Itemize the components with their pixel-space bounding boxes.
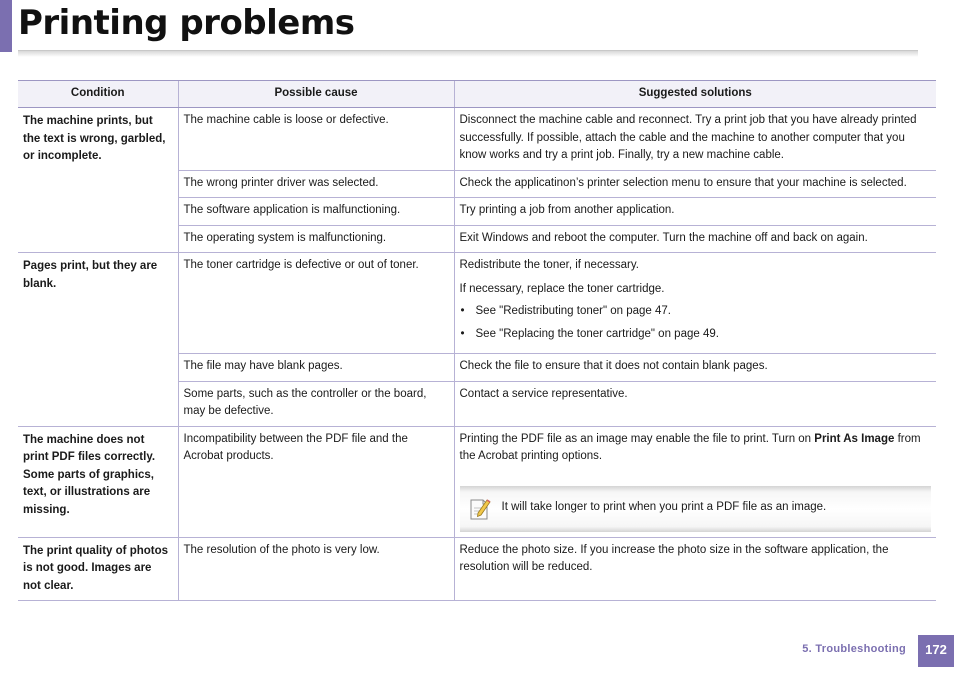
table-header-row [18, 81, 936, 108]
solution-text [460, 431, 932, 466]
solution-line: If necessary, replace the toner cartridge. [459, 282, 665, 295]
troubleshooting-table [18, 80, 936, 601]
cause-cell: Some parts, such as the controller or the board, may be defective. [178, 381, 454, 426]
solution-text-end: from the Acrobat printing options. [459, 432, 921, 462]
column-header-solutions: Suggested solutions [454, 81, 936, 108]
title-rule [18, 50, 918, 57]
solution-cell: Check the applicatinon’s printer selection menu to ensure that your machine is selected. [454, 170, 936, 198]
solution-cell: Disconnect the machine cable and reconnect. Try a print job that you have already printed successfully. If possible, attach the cable and the machine to another computer that you know works and try a print job. Finally, try a new machine cable. [454, 108, 936, 171]
bullet-icon: • [460, 305, 465, 317]
condition-cell: The machine prints, but the text is wrong, garbled, or incomplete. [18, 108, 178, 253]
condition-cell: Pages print, but they are blank. [18, 253, 178, 427]
reference-link[interactable]: See "Replacing the toner cartridge" on page 49. [475, 327, 719, 340]
solution-line: Redistribute the toner, if necessary. [459, 259, 639, 271]
cause-cell: The toner cartridge is defective or out of toner. [178, 253, 454, 354]
condition-cell: The print quality of photos is not good. Images are not clear. [18, 537, 178, 601]
cause-cell: The software application is malfunctioning. [178, 198, 454, 226]
solution-cell: Exit Windows and reboot the computer. Turn the machine off and back on again. [454, 225, 936, 253]
solution-cell: Reduce the photo size. If you increase the photo size in the software application, the resolution will be reduced. [454, 537, 936, 601]
reference-item [460, 303, 932, 321]
cause-cell: The resolution of the photo is very low. [178, 537, 454, 601]
reference-link[interactable]: See "Redistributing toner" on page 47. [475, 305, 671, 317]
solution-cell: Try printing a job from another application. [454, 198, 936, 226]
column-header-condition: Condition [18, 81, 178, 108]
cause-cell: The wrong printer driver was selected. [178, 170, 454, 198]
condition-cell: The machine does not print PDF files correctly. Some parts of graphics, text, or illustrations are missing. [18, 426, 178, 537]
solution-cell: Contact a service representative. [454, 381, 936, 426]
solution-cell [454, 426, 936, 537]
solution-text-start: Printing the PDF file as an image may enable the file to print. Turn on [459, 432, 815, 445]
page-title: Printing problems [18, 3, 355, 43]
cause-cell: The machine cable is loose or defective. [178, 108, 454, 171]
note-text: It will take longer to print when you print a PDF file as an image. [501, 500, 827, 513]
title-accent-bar [0, 0, 12, 52]
column-header-cause: Possible cause [178, 81, 454, 108]
note-pencil-icon [468, 496, 492, 522]
reference-list [460, 303, 932, 343]
cause-cell: Incompatibility between the PDF file and the Acrobat products. [178, 426, 454, 537]
table-row [18, 426, 936, 537]
page-number-badge: 172 [918, 635, 954, 667]
cause-cell: The operating system is malfunctioning. [178, 225, 454, 253]
bullet-icon: • [460, 327, 465, 340]
footer-section-label: 5. Troubleshooting [802, 643, 906, 655]
solution-cell [454, 253, 936, 354]
table-row [18, 108, 936, 171]
reference-item [460, 326, 932, 344]
print-as-image-option: Print As Image [814, 432, 895, 445]
cause-cell: The file may have blank pages. [178, 354, 454, 382]
table-row [18, 253, 936, 354]
solution-cell: Check the file to ensure that it does not contain blank pages. [454, 354, 936, 382]
table-row [18, 537, 936, 601]
note-box [460, 486, 932, 532]
